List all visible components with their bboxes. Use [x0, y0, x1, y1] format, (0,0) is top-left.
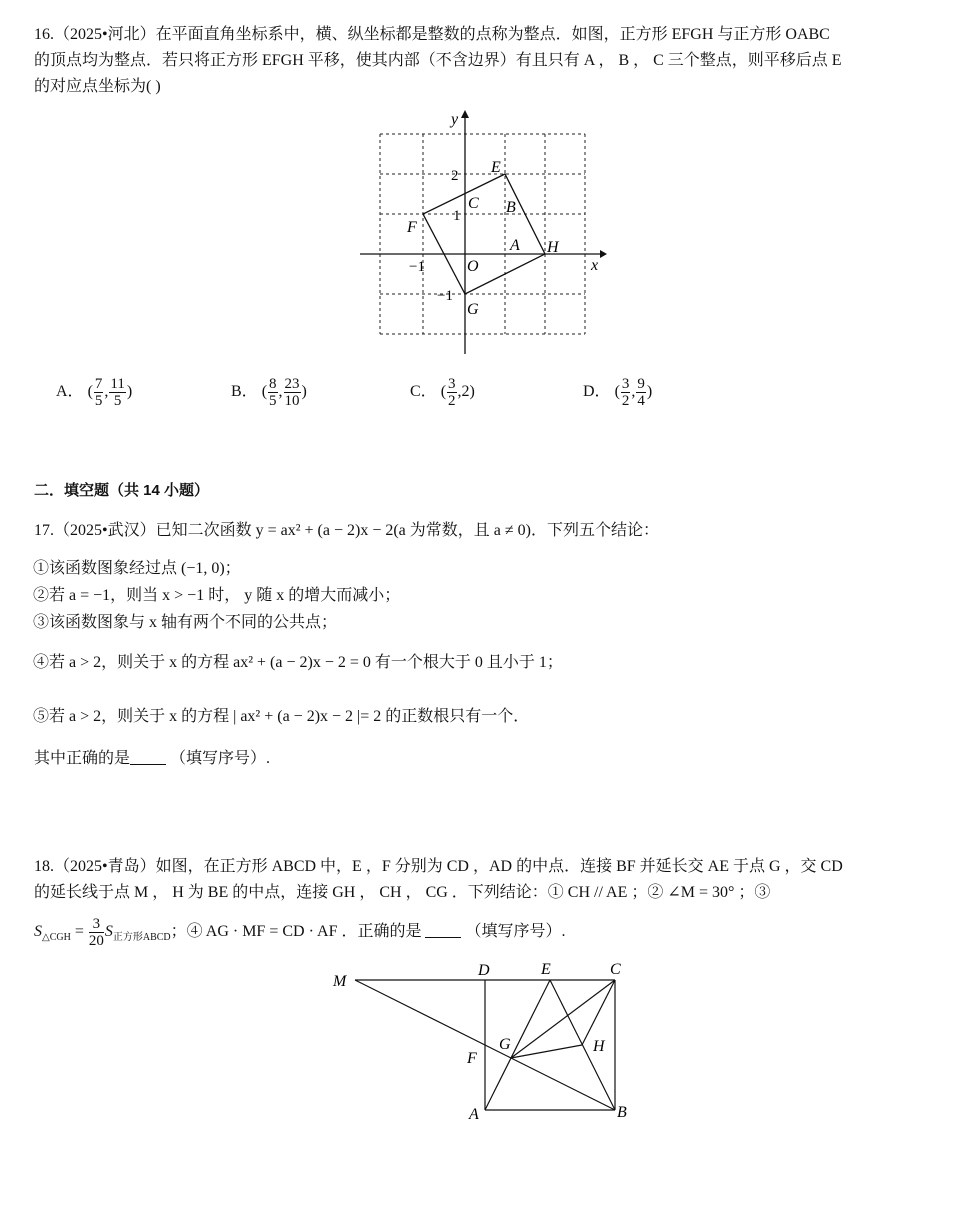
label-M: M — [333, 973, 347, 990]
q18-s-right-sub: 正方形ABCD — [112, 932, 171, 944]
option-b-den2: 10 — [284, 393, 300, 409]
q18-s-left: S — [34, 923, 42, 940]
option-a-num1: 7 — [94, 376, 103, 392]
option-d-num1: 3 — [621, 376, 630, 392]
q18-line3-end: （填写序号）. — [465, 923, 566, 940]
y-axis-arrow — [461, 110, 469, 118]
q16-line3: 的对应点坐标为( ) — [34, 78, 161, 95]
x-axis-arrow — [600, 250, 607, 258]
q17-stem: 17.（2025•武汉）已知二次函数 y = ax² + (a − 2)x − 2(a 为常数，且 a ≠ 0)．下列五个结论： — [34, 522, 659, 539]
option-a-den1: 5 — [94, 393, 103, 409]
option-d-num2: 9 — [637, 376, 645, 392]
option-d-den2: 4 — [637, 393, 645, 409]
label-E: E — [491, 159, 501, 176]
option-c-den1: 2 — [448, 393, 456, 409]
option-b-num2: 23 — [284, 376, 300, 392]
label-F18: F — [467, 1050, 477, 1067]
option-a-den2: 5 — [113, 393, 122, 409]
tick-2: 2 — [451, 168, 459, 184]
option-a[interactable]: A． ( $\frac{7}{5}$ , $\frac{11}{5}$ ) — [56, 376, 133, 409]
figure-lines — [355, 980, 615, 1110]
q18-s-right: S — [104, 923, 113, 940]
option-d[interactable]: D． ( $\frac{3}{2}$ , $\frac{9}{4}$ ) — [583, 376, 653, 409]
option-d-den1: 2 — [621, 393, 630, 409]
tick-minus1-y: −1 — [437, 288, 453, 304]
section-heading: 二．填空题（共 14 小题） — [34, 482, 210, 499]
label-C18: C — [610, 961, 621, 978]
axes — [360, 116, 600, 354]
q18-line1: 18.（2025•青岛）如图，在正方形 ABCD 中，E ，F 分别为 CD ，AD 的中点．连接 BF 并延长交 AE 于点 G ，交 CD — [34, 858, 843, 875]
option-c-num1: 3 — [448, 376, 456, 392]
label-O: O — [467, 258, 479, 275]
q18-s-sub: △CGH — [42, 932, 71, 944]
label-H18: H — [593, 1038, 605, 1055]
label-A: A — [510, 237, 520, 254]
label-H: H — [547, 239, 559, 256]
q17-statement-2: ②若 a = −1，则当 x > −1 时， y 随 x 的增大而减小； — [33, 587, 401, 604]
tick-minus1-x: −1 — [409, 259, 425, 275]
q17-statement-4: ④若 a > 2，则关于 x 的方程 ax² + (a − 2)x − 2 = 0 有一个根大于 0 且小于 1； — [33, 654, 563, 671]
q16-figure — [355, 108, 615, 358]
q18-frac-den: 20 — [88, 932, 104, 949]
q17-statement-1: ①该函数图象经过点 (−1, 0)； — [33, 560, 241, 577]
q16-line2: 的顶点均为整点．若只将正方形 EFGH 平移，使其内部（不含边界）有且只有 A ， B ， C 三个整点，则平移后点 E — [34, 52, 842, 69]
label-x: x — [591, 257, 599, 274]
q17-answer-blank[interactable] — [130, 750, 166, 765]
label-B: B — [506, 199, 516, 216]
square-efgh — [423, 174, 545, 294]
q18-eq: = — [70, 923, 88, 940]
q16-line1: 16.（2025•河北）在平面直角坐标系中，横、纵坐标都是整数的点称为整点．如图，正方形 EFGH 与正方形 OABC — [34, 26, 830, 43]
option-a-num2: 11 — [110, 376, 125, 392]
option-a-label: A． — [56, 383, 84, 401]
option-b[interactable]: B． ( $\frac{8}{5}$ , $\frac{23}{10}$ ) — [231, 376, 307, 409]
label-C: C — [468, 195, 479, 212]
option-c[interactable]: C． ( $\frac{3}{2}$ ,2) — [410, 376, 475, 409]
label-D: D — [478, 962, 490, 979]
label-A18: A — [469, 1106, 479, 1123]
q17-statement-5: ⑤若 a > 2，则关于 x 的方程 | ax² + (a − 2)x − 2 |= 2 的正数根只有一个． — [33, 708, 530, 725]
option-b-label: B． — [231, 383, 258, 401]
option-c-tail: 2 — [461, 383, 470, 401]
q17-statement-3: ③该函数图象与 x 轴有两个不同的公共点； — [33, 614, 338, 631]
q18-figure — [325, 955, 645, 1130]
q18-answer-blank[interactable] — [425, 923, 461, 938]
tick-1: 1 — [453, 208, 461, 224]
label-F: F — [407, 219, 417, 236]
q18-line2: 的延长线于点 M ， H 为 BE 的中点，连接 GH ， CH ， CG ．下列结论：① CH // AE ；② ∠M = 30° ；③ — [34, 884, 771, 901]
label-G18: G — [499, 1036, 511, 1053]
q17-ask-post: （填写序号）. — [170, 750, 271, 767]
q18-line3 — [34, 914, 566, 956]
label-G: G — [467, 301, 479, 318]
label-E18: E — [541, 961, 551, 978]
label-y: y — [451, 111, 459, 128]
q17-ask — [34, 748, 270, 770]
q17-ask-pre: 其中正确的是 — [34, 750, 131, 767]
option-c-label: C． — [410, 383, 437, 401]
label-B18: B — [617, 1104, 627, 1121]
option-b-num1: 8 — [269, 376, 277, 392]
option-b-den1: 5 — [269, 393, 277, 409]
q18-frac-num: 3 — [89, 916, 104, 933]
q18-line3-rest: ；④ AG · MF = CD · AF ．正确的是 — [170, 923, 422, 940]
option-d-label: D． — [583, 383, 611, 401]
